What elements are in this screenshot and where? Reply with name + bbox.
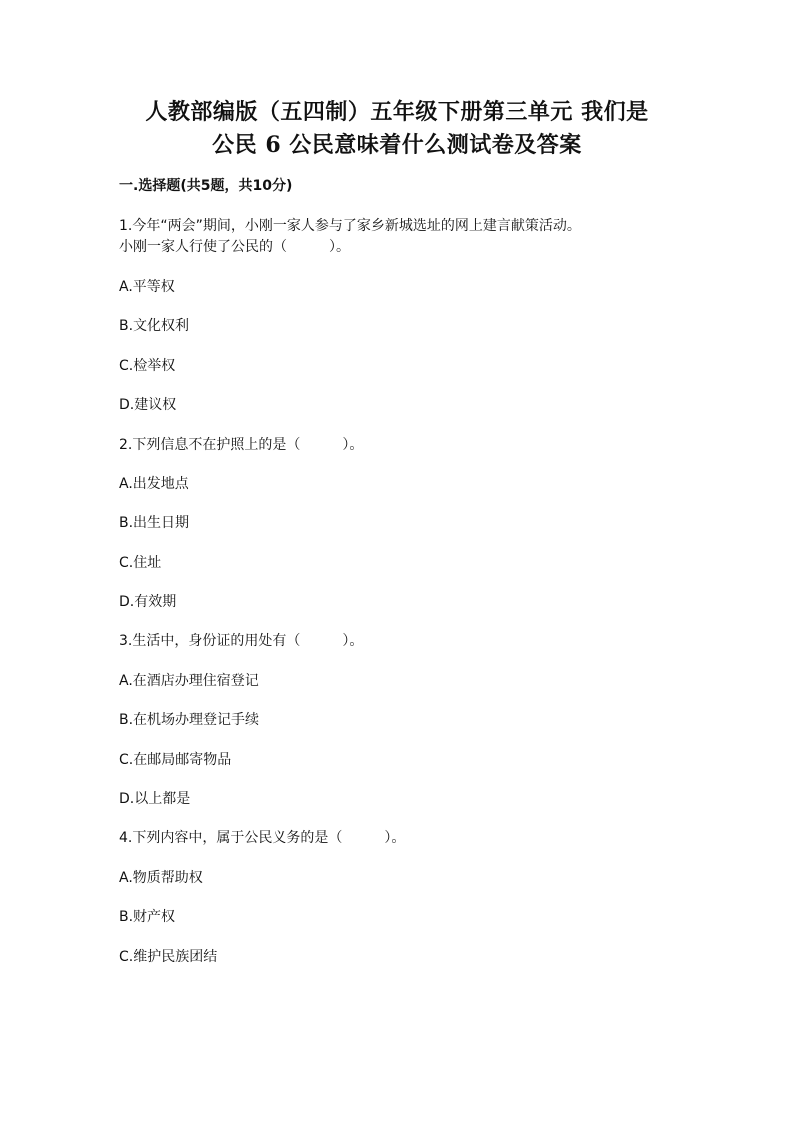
question-2-option-b: B.出生日期	[119, 515, 190, 531]
question-2-option-d: D.有效期	[119, 594, 177, 610]
document-title-line-2: 公民 6 公民意味着什么测试卷及答案	[212, 132, 582, 158]
question-3-option-b: B.在机场办理登记手续	[119, 712, 260, 728]
question-2-stem: 2.下列信息不在护照上的是（ ）。	[119, 437, 364, 453]
question-1-option-c: C.检举权	[119, 358, 176, 374]
question-1-option-d: D.建议权	[119, 397, 177, 413]
question-1-option-a: A.平等权	[119, 279, 175, 295]
question-4-option-b: B.财产权	[119, 909, 176, 925]
question-3-stem: 3.生活中，身份证的用处有（ ）。	[119, 633, 364, 649]
section-heading: 一.选择题(共5题，共10分)	[119, 178, 293, 194]
question-4-option-c: C.维护民族团结	[119, 949, 218, 965]
question-1-stem-line-1: 1.今年“两会”期间，小刚一家人参与了家乡新城选址的网上建言献策活动。	[119, 218, 581, 234]
question-2-option-a: A.出发地点	[119, 476, 189, 492]
question-3-option-d: D.以上都是	[119, 791, 191, 807]
question-1-stem-line-2: 小刚一家人行使了公民的（ ）。	[119, 239, 350, 255]
question-4-stem: 4.下列内容中，属于公民义务的是（ ）。	[119, 830, 406, 846]
question-3-option-a: A.在酒店办理住宿登记	[119, 673, 259, 689]
question-1-option-b: B.文化权利	[119, 318, 190, 334]
question-4-option-a: A.物质帮助权	[119, 870, 203, 886]
question-2-option-c: C.住址	[119, 555, 162, 571]
question-3-option-c: C.在邮局邮寄物品	[119, 752, 232, 768]
document-title-line-1: 人教部编版（五四制）五年级下册第三单元 我们是	[145, 99, 649, 125]
